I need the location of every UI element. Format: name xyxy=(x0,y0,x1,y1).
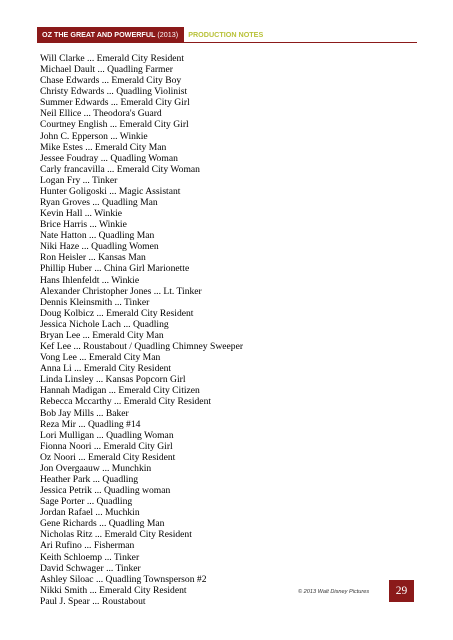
credit-entry: Ron Heisler ... Kansas Man xyxy=(40,252,146,264)
credit-entry: Linda Linsley ... Kansas Popcorn Girl xyxy=(40,374,186,386)
header-rule xyxy=(37,42,417,43)
credit-entry: Logan Fry ... Tinker xyxy=(40,174,118,186)
credit-entry: Bryan Lee ... Emerald City Man xyxy=(40,329,164,341)
credit-entry: Jessee Foudray ... Quadling Woman xyxy=(40,152,178,164)
cast-credits-list xyxy=(40,53,243,607)
credit-entry: Anna Li ... Emerald City Resident xyxy=(40,363,172,375)
credit-entry: Jessica Nichole Lach ... Quadling xyxy=(40,318,169,330)
credit-entry: Jordan Rafael ... Muchkin xyxy=(40,507,140,519)
credit-entry: Michael Dault ... Quadling Farmer xyxy=(40,64,173,76)
running-header xyxy=(37,27,263,42)
credit-entry: Phillip Huber ... China Girl Marionette xyxy=(40,263,190,275)
credit-entry: Alexander Christopher Jones ... Lt. Tinker xyxy=(40,285,202,297)
credit-entry: John C. Epperson ... Winkie xyxy=(40,130,148,142)
credit-entry: Ari Rufino ... Fisherman xyxy=(40,540,135,552)
credit-entry: Reza Mir ... Quadling #14 xyxy=(40,418,141,430)
credit-entry: Kef Lee ... Roustabout / Quadling Chimney Sweeper xyxy=(40,341,244,353)
credit-entry: Niki Haze ... Quadling Women xyxy=(40,241,159,253)
footer-copyright: © 2013 Walt Disney Pictures xyxy=(298,589,370,595)
header-title: OZ THE GREAT AND POWERFUL xyxy=(42,30,156,39)
credit-entry: Keith Schloemp ... Tinker xyxy=(40,551,140,563)
credit-entry: Fionna Noori ... Emerald City Girl xyxy=(40,440,173,452)
credit-entry: Summer Edwards ... Emerald City Girl xyxy=(40,97,190,109)
credit-entry: Lori Mulligan ... Quadling Woman xyxy=(40,429,174,441)
header-title-box xyxy=(37,27,184,42)
credit-entry: Kevin Hall ... Winkie xyxy=(40,208,123,220)
credit-entry: Ashley Siloac ... Quadling Townsperson #2 xyxy=(40,573,207,585)
credit-entry: Dennis Kleinsmith ... Tinker xyxy=(40,296,150,308)
header-section: PRODUCTION NOTES xyxy=(188,30,264,39)
credit-entry: Hunter Goligoski ... Magic Assistant xyxy=(40,185,181,197)
credit-entry: Paul J. Spear ... Roustabout xyxy=(40,595,146,607)
credit-entry: Ryan Groves ... Quadling Man xyxy=(40,197,158,209)
credit-entry: Mike Estes ... Emerald City Man xyxy=(40,141,167,153)
credit-entry: Will Clarke ... Emerald City Resident xyxy=(40,53,185,64)
credit-entry: Gene Richards ... Quadling Man xyxy=(40,518,165,530)
credit-entry: Christy Edwards ... Quadling Violinist xyxy=(40,86,188,98)
credit-entry: Carly francavilla ... Emerald City Woman xyxy=(40,163,200,175)
credit-entry: Jessica Petrik ... Quadling woman xyxy=(40,485,171,497)
credit-entry: Hannah Madigan ... Emerald City Citizen xyxy=(40,385,200,397)
credit-entry: Nate Hatton ... Quadling Man xyxy=(40,230,155,242)
credit-entry: Rebecca Mccarthy ... Emerald City Resident xyxy=(40,396,212,408)
credit-entry: Nikki Smith ... Emerald City Resident xyxy=(40,584,187,596)
credit-entry: Sage Porter ... Quadling xyxy=(40,496,133,508)
credit-entry: Chase Edwards ... Emerald City Boy xyxy=(40,75,182,87)
header-year: (2013) xyxy=(157,30,179,39)
page-number: 29 xyxy=(389,580,414,602)
credit-entry: Courtney English ... Emerald City Girl xyxy=(40,119,189,131)
credit-entry: Jon Overgaauw ... Munchkin xyxy=(40,462,152,474)
credit-entry: Oz Noori ... Emerald City Resident xyxy=(40,451,176,463)
credit-entry: David Schwager ... Tinker xyxy=(40,562,141,574)
credit-entry: Vong Lee ... Emerald City Man xyxy=(40,352,161,364)
credit-entry: Heather Park ... Quadling xyxy=(40,473,139,485)
credit-entry: Hans Ihlenfeldt ... Winkie xyxy=(40,274,140,286)
credit-entry: Brice Harris ... Winkie xyxy=(40,219,127,231)
credit-entry: Bob Jay Mills ... Baker xyxy=(40,407,129,419)
credit-entry: Doug Kolbicz ... Emerald City Resident xyxy=(40,307,194,319)
credit-entry: Nicholas Ritz ... Emerald City Resident xyxy=(40,529,192,541)
credit-entry: Neil Ellice ... Theodora's Guard xyxy=(40,108,162,120)
